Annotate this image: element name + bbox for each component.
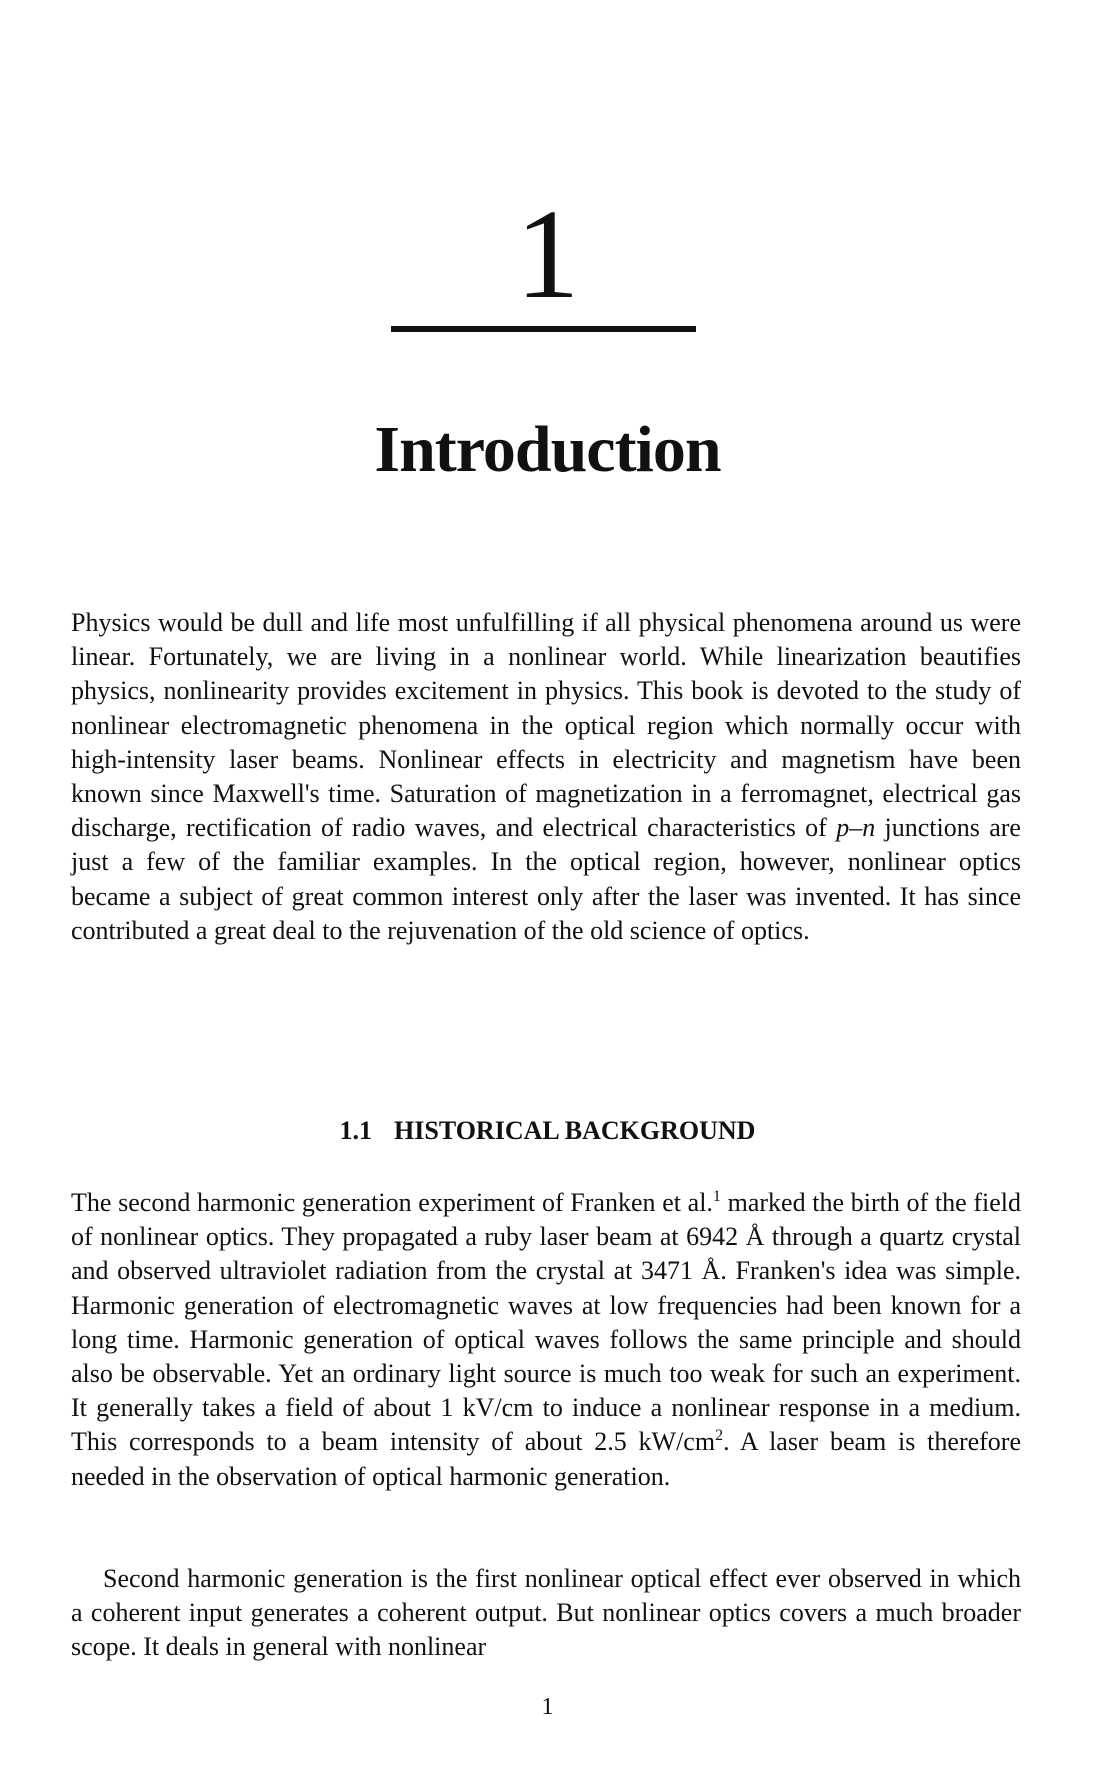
historical-text-part-1: The second harmonic generation experiment of Franken et al.	[71, 1188, 713, 1217]
historical-paragraph-2: Second harmonic generation is the first nonlinear optical effect ever observed in which a coherent input generates a coherent output. But nonlinear optics covers a much broader scope. It deals in general with nonlinear	[71, 1564, 1021, 1662]
historical-paragraph-1	[71, 1186, 1021, 1494]
intro-paragraph	[71, 606, 1021, 948]
pn-junction-term: p–n	[836, 813, 876, 843]
reference-superscript: 1	[712, 1188, 721, 1205]
chapter-rule	[391, 326, 696, 332]
chapter-number: 1	[515, 183, 580, 325]
exponent-superscript: 2	[715, 1427, 724, 1445]
section-heading	[0, 1114, 1095, 1148]
chapter-title: Introduction	[374, 413, 721, 486]
intro-text-part-2: junctions are just a few of the familiar examples. In the optical region, however, nonlinear optics became a subject of great common interest only after the laser was invented. It has since contributed a great deal to the rejuvenation of the old science of optics.	[71, 813, 1021, 945]
historical-text-part-3: . A laser beam is therefore needed in the observation of optical harmonic generation.	[71, 1427, 1021, 1491]
historical-text-part-2: marked the birth of the field of nonlinear optics. They propagated a ruby laser beam at 6942 Å through a quartz crystal and observed ultraviolet radiation from the crystal at 3471 Å. Franken's idea was simple. Harmonic generation of electromagnetic waves at low frequencies had been known for a long time. Harmonic generation of optical waves follows the same principle and should also be observable. Yet an ordinary light source is much too weak for such an experiment. It generally takes a field of about 1 kV/cm to induce a nonlinear response in a medium. This corresponds to a beam intensity of about 2.5 kW/cm	[71, 1188, 1021, 1457]
section-number: 1.1	[339, 1116, 373, 1145]
page-number: 1	[541, 1694, 554, 1720]
intro-text-part-1: Physics would be dull and life most unfulfilling if all physical phenomena around us were linear. Fortunately, we are living in a nonlinear world. While linearization beautifies physics, nonlinearity provides excitement in physics. This book is devoted to the study of nonlinear electromagnetic phenomena in the optical region which normally occur with high-intensity laser beams. Nonlinear effects in electricity and magnetism have been known since Maxwell's time. Saturation of magnetization in a ferromagnet, electrical gas discharge, rectification of radio waves, and electrical characteristics of	[71, 608, 1021, 843]
section-title: HISTORICAL BACKGROUND	[394, 1116, 756, 1145]
